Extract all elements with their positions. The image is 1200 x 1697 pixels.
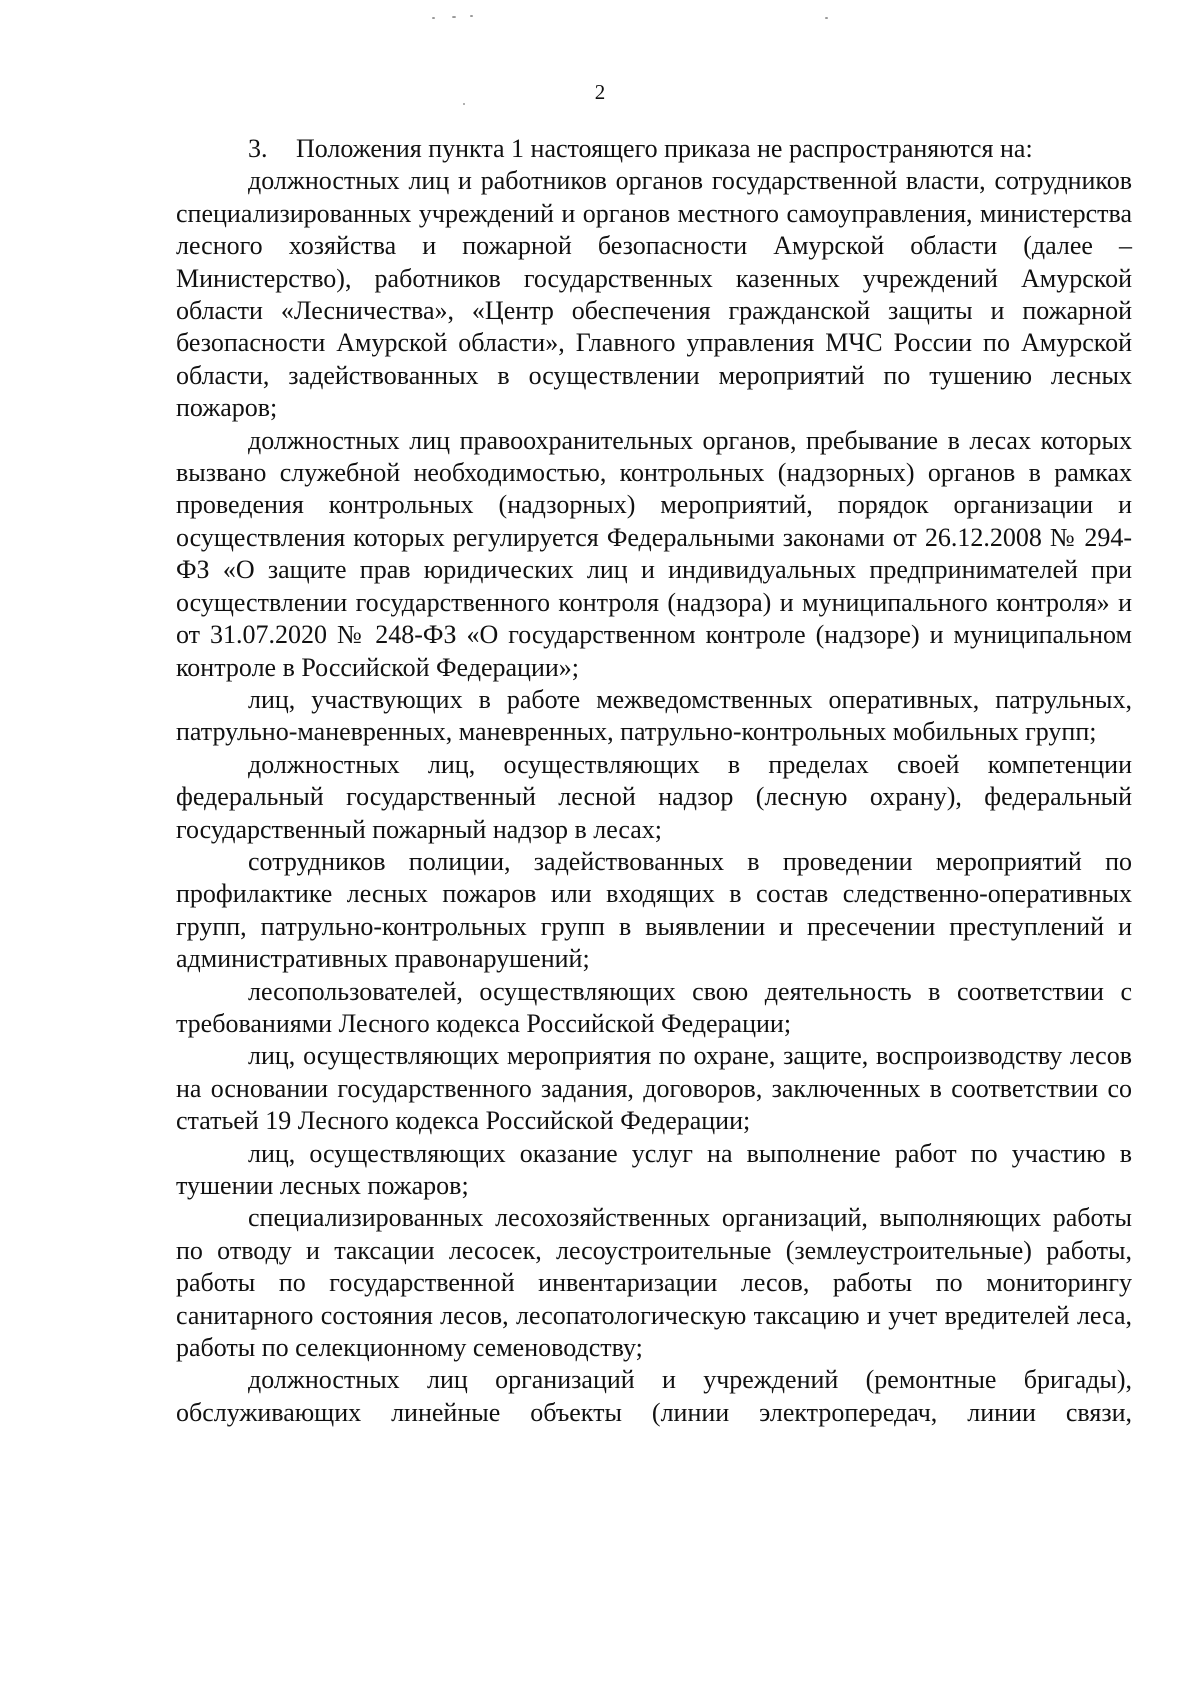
- paragraph: должностных лиц, осуществляющих в пределах своей компетенции федеральный государственный лесной надзор (лесную охрану), федеральный государственный пожарный надзор в лесах;: [176, 749, 1132, 844]
- paragraph: лиц, участвующих в работе межведомственных оперативных, патрульных, патрульно-маневренных, маневренных, патрульно-контрольных мобильных групп;: [176, 684, 1132, 747]
- paragraph: сотрудников полиции, задействованных в проведении мероприятий по профилактике лесных пожаров или входящих в состав следственно-оперативных групп, патрульно-контрольных групп в выявлении и пресечении преступлений и административных правонарушений;: [176, 846, 1132, 974]
- paragraph: лесопользователей, осуществляющих свою деятельность в соответствии с требованиями Лесного кодекса Российской Федерации;: [176, 976, 1132, 1038]
- scan-speck: [470, 15, 473, 17]
- document-body: [176, 133, 1132, 1429]
- paragraph: лиц, осуществляющих оказание услуг на выполнение работ по участию в тушении лесных пожаров;: [176, 1138, 1132, 1200]
- item-number: 3.: [248, 134, 268, 163]
- paragraph: специализированных лесохозяйственных организаций, выполняющих работы по отводу и таксации лесосек, лесоустроительные (землеустроительные) работы, работы по государственной инвентаризации лесов, работы по мониторингу санитарного состояния лесов, лесопатологическую таксацию и учет вредителей леса, работы по селекционному семеноводству;: [176, 1203, 1132, 1363]
- scan-speck: [432, 17, 435, 19]
- paragraph: лиц, осуществляющих мероприятия по охране, защите, воспроизводству лесов на основании государственного задания, договоров, заключенных в соответствии со статьей 19 Лесного кодекса Российской Федерации;: [176, 1041, 1132, 1136]
- scan-speck: [452, 16, 456, 18]
- paragraph: должностных лиц организаций и учреждений (ремонтные бригады), обслуживающих линейные объекты (линии электропередач, линии связи,: [176, 1365, 1132, 1427]
- paragraph: должностных лиц правоохранительных органов, пребывание в лесах которых вызвано служебной необходимостью, контрольных (надзорных) органов в рамках проведения контрольных (надзорных) мероприятий, порядок организации и осуществления которых регулируется Федеральными законами от 26.12.2008 № 294-ФЗ «О защите прав юридических лиц и индивидуальных предпринимателей при осуществлении государственного контроля (надзора) и муниципального контроля» и от 31.07.2020 № 248-ФЗ «О государственном контроле (надзоре) и муниципальном контроле в Российской Федерации»;: [176, 425, 1132, 682]
- item-text: Положения пункта 1 настоящего приказа не распространяются на:: [296, 134, 1033, 163]
- paragraph: должностных лиц и работников органов государственной власти, сотрудников специализированных учреждений и органов местного самоуправления, министерства лесного хозяйства и пожарной безопасности Амурской области (далее – Министерство), работников государственных казенных учреждений Амурской области «Лесничества», «Центр обеспечения гражданской защиты и пожарной безопасности Амурской области», Главного управления МЧС России по Амурской области, задействованных в осуществлении мероприятий по тушению лесных пожаров;: [176, 166, 1132, 423]
- item-heading: [176, 133, 1132, 165]
- page-number: 2: [594, 80, 606, 104]
- scan-speck: [825, 17, 828, 19]
